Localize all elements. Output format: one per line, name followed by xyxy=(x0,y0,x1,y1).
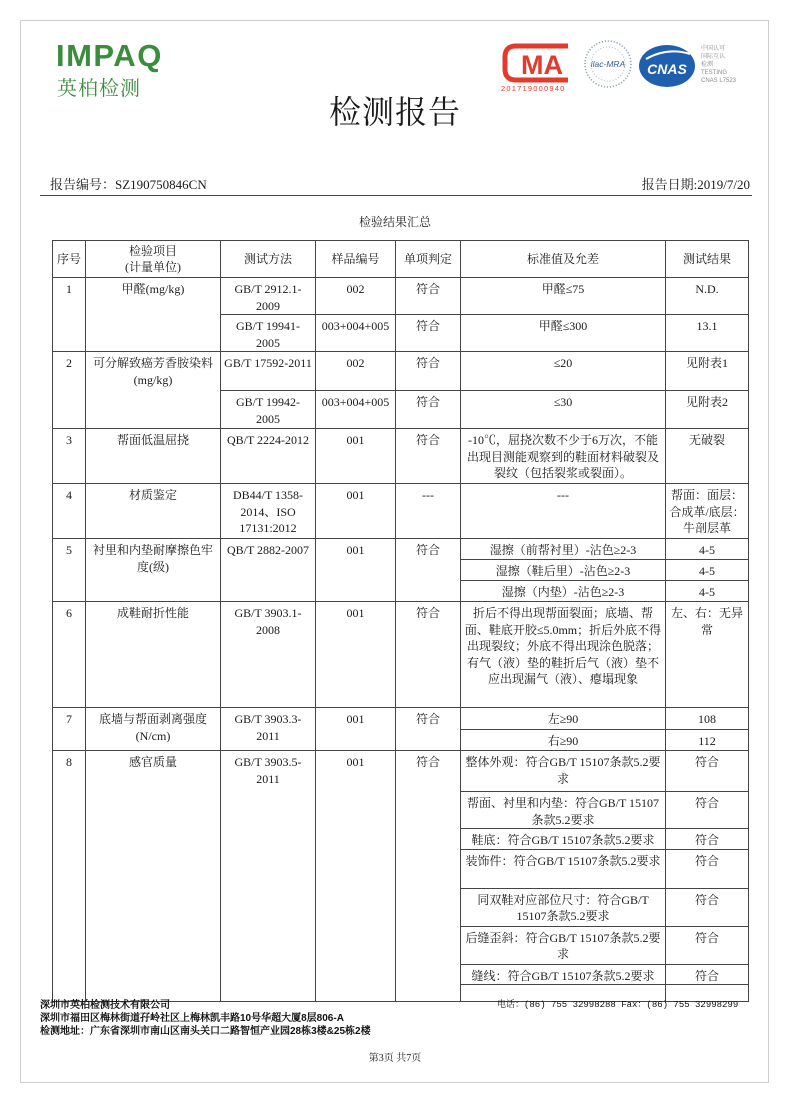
table-row xyxy=(53,352,749,391)
cell-standard: 右≥90 xyxy=(461,730,666,751)
cell-method: GB/T 17592-2011 xyxy=(221,352,316,391)
cell-standard: 左≥90 xyxy=(461,708,666,730)
cell-standard: 装饰件：符合GB/T 15107条款5.2要求 xyxy=(461,849,666,888)
cnas-caption xyxy=(701,45,749,85)
cnas-logo xyxy=(637,43,697,89)
cell-method: QB/T 2224-2012 xyxy=(221,429,316,484)
results-summary-table xyxy=(52,240,749,1002)
cell-verdict: 符合 xyxy=(396,708,461,751)
cell-sample: 001 xyxy=(316,602,396,708)
cell-standard: ≤20 xyxy=(461,352,666,391)
cell-result: 左、右：无异常 xyxy=(666,602,749,708)
cell-item: 底墙与帮面剥离强度(N/cm) xyxy=(86,708,221,751)
cell-standard: 后缝歪斜：符合GB/T 15107条款5.2要求 xyxy=(461,926,666,964)
cell-sample: 003+004+005 xyxy=(316,391,396,429)
table-row xyxy=(53,539,749,560)
cell-verdict: 符合 xyxy=(396,278,461,315)
table-header-row xyxy=(53,241,749,278)
cell-result: 13.1 xyxy=(666,315,749,352)
cell-verdict: 符合 xyxy=(396,602,461,708)
page-title: 检测报告 xyxy=(328,94,461,130)
cell-standard: 湿擦（鞋后里）-沾色≥2-3 xyxy=(461,560,666,581)
cell-verdict: --- xyxy=(396,484,461,539)
cell-no: 6 xyxy=(53,602,86,708)
cell-item: 成鞋耐折性能 xyxy=(86,602,221,708)
cell-sample: 003+004+005 xyxy=(316,315,396,352)
table-row xyxy=(53,429,749,484)
cell-standard: 缝线：符合GB/T 15107条款5.2要求 xyxy=(461,964,666,985)
cell-no: 5 xyxy=(53,539,86,602)
cell-no: 8 xyxy=(53,751,86,1002)
cell-standard: 帮面、衬里和内垫：符合GB/T 15107条款5.2要求 xyxy=(461,792,666,829)
cell-sample: 001 xyxy=(316,429,396,484)
cell-method: GB/T 2912.1-2009 xyxy=(221,278,316,315)
report-number-label: 报告编号： xyxy=(50,177,116,192)
cell-no: 4 xyxy=(53,484,86,539)
cell-standard: 折后不得出现帮面裂面；底墙、帮面、鞋底开胶≤5.0mm；折后外底不得出现裂纹；外底不得出现涂色脱落；有气（液）垫的鞋折后气（液）垫不应出现漏气（液）、瘪塌现象 xyxy=(461,602,666,708)
cell-verdict: 符合 xyxy=(396,539,461,602)
cell-item: 帮面低温屈挠 xyxy=(86,429,221,484)
cnas-caption-line: TESTING xyxy=(701,70,728,76)
cnas-caption-line: 国际互认 xyxy=(701,54,726,60)
cell-result: 帮面：面层：合成革/底层：牛剖层革 xyxy=(666,484,749,539)
company-logo-subtext: 英柏检测 xyxy=(57,78,141,100)
cma-logo xyxy=(500,41,572,85)
cell-sample: 002 xyxy=(316,352,396,391)
cell-method: GB/T 3903.3-2011 xyxy=(221,708,316,751)
report-date xyxy=(642,177,750,193)
header-standard: 标准值及允差 xyxy=(461,241,666,278)
header-verdict: 单项判定 xyxy=(396,241,461,278)
cell-result: 4-5 xyxy=(666,581,749,602)
cell-no: 2 xyxy=(53,352,86,429)
table-row xyxy=(53,708,749,730)
cnas-caption-line: CNAS L7523 xyxy=(701,78,737,84)
cell-method: GB/T 19941-2005 xyxy=(221,315,316,352)
company-logo-text: IMPAQ xyxy=(56,38,163,73)
cell-result: 112 xyxy=(666,730,749,751)
cell-result: N.D. xyxy=(666,278,749,315)
cell-standard: 湿擦（前帮衬里）-沾色≥2-3 xyxy=(461,539,666,560)
header-item xyxy=(86,241,221,278)
cell-result: 符合 xyxy=(666,926,749,964)
cell-item: 可分解致癌芳香胺染料(mg/kg) xyxy=(86,352,221,429)
cell-standard: -10℃，屈挠次数不少于6万次，不能出现目测能观察到的鞋面材料破裂及裂纹（包括裂浆或裂面）。 xyxy=(461,429,666,484)
cell-result: 无破裂 xyxy=(666,429,749,484)
cell-result: 见附表1 xyxy=(666,352,749,391)
cell-item: 衬里和内垫耐摩擦色牢度(级) xyxy=(86,539,221,602)
cell-item: 材质鉴定 xyxy=(86,484,221,539)
cell-method: DB44/T 1358-2014、ISO 17131:2012 xyxy=(221,484,316,539)
cell-sample: 001 xyxy=(316,708,396,751)
header-item-line1: 检验项目 xyxy=(128,243,177,258)
cell-sample: 001 xyxy=(316,484,396,539)
cell-standard: --- xyxy=(461,484,666,539)
report-date-value: 2019/7/20 xyxy=(697,177,750,192)
cell-item: 甲醛(mg/kg) xyxy=(86,278,221,352)
cell-standard: 同双鞋对应部位尺寸：符合GB/T 15107条款5.2要求 xyxy=(461,888,666,926)
cell-standard: ≤30 xyxy=(461,391,666,429)
cell-sample: 002 xyxy=(316,278,396,315)
cell-result: 符合 xyxy=(666,792,749,829)
table-row xyxy=(53,602,749,708)
cell-standard: 鞋底：符合GB/T 15107条款5.2要求 xyxy=(461,829,666,850)
cell-no: 1 xyxy=(53,278,86,352)
cnas-caption-line: 中国认可 xyxy=(701,46,726,52)
cell-sample: 001 xyxy=(316,751,396,1002)
footer-contact: 电话：(86) 755 32998288 Fax：(86) 755 32998299 xyxy=(497,1000,739,1010)
cell-method: GB/T 3903.1-2008 xyxy=(221,602,316,708)
table-row xyxy=(53,484,749,539)
header-item-line2: (计量单位) xyxy=(125,260,181,274)
cell-result: 4-5 xyxy=(666,539,749,560)
cell-standard: 甲醛≤300 xyxy=(461,315,666,352)
report-number-value: SZ190750846CN xyxy=(115,177,207,192)
cell-result: 符合 xyxy=(666,751,749,792)
cell-verdict: 符合 xyxy=(396,429,461,484)
cell-standard: 整体外观：符合GB/T 15107条款5.2要求 xyxy=(461,751,666,792)
header-sample: 样品编号 xyxy=(316,241,396,278)
cell-verdict: 符合 xyxy=(396,315,461,352)
header-method: 测试方法 xyxy=(221,241,316,278)
page-number: 第3页 共7页 xyxy=(368,1053,422,1064)
ilac-mra-logo xyxy=(583,39,633,89)
header-result: 测试结果 xyxy=(666,241,749,278)
cell-verdict: 符合 xyxy=(396,352,461,391)
cell-result: 符合 xyxy=(666,964,749,985)
ilac-mra-text: ilac-MRA xyxy=(590,59,626,69)
cell-method: GB/T 19942-2005 xyxy=(221,391,316,429)
cell-result: 108 xyxy=(666,708,749,730)
header-no: 序号 xyxy=(53,241,86,278)
table-row xyxy=(53,751,749,792)
cell-method: QB/T 2882-2007 xyxy=(221,539,316,602)
cell-method: GB/T 3903.5-2011 xyxy=(221,751,316,1002)
cma-number: 201719000940 xyxy=(501,84,566,93)
cell-item: 感官质量 xyxy=(86,751,221,1002)
cell-result: 符合 xyxy=(666,849,749,888)
cell-verdict: 符合 xyxy=(396,391,461,429)
footer-company: 深圳市英柏检测技术有限公司 xyxy=(40,1000,170,1011)
summary-title: 检验结果汇总 xyxy=(358,215,431,229)
cell-result: 符合 xyxy=(666,888,749,926)
cell-standard: 湿擦（内垫）-沾色≥2-3 xyxy=(461,581,666,602)
header-divider xyxy=(40,195,752,196)
table-row xyxy=(53,278,749,315)
cell-verdict: 符合 xyxy=(396,751,461,1002)
cell-sample: 001 xyxy=(316,539,396,602)
cell-no: 7 xyxy=(53,708,86,751)
cma-mark-text: MA xyxy=(521,50,563,80)
footer-lab-address: 检测地址：广东省深圳市南山区南头关口二路智恒产业园28栋3楼&25栋2楼 xyxy=(40,1026,371,1037)
cell-result: 4-5 xyxy=(666,560,749,581)
cell-no: 3 xyxy=(53,429,86,484)
cell-standard: 甲醛≤75 xyxy=(461,278,666,315)
report-date-label: 报告日期: xyxy=(641,177,698,192)
report-number xyxy=(50,177,207,193)
footer-address: 深圳市福田区梅林街道孖岭社区上梅林凯丰路10号华超大厦8层806-A xyxy=(40,1013,344,1024)
cell-result: 符合 xyxy=(666,829,749,850)
cnas-text: CNAS xyxy=(647,61,687,77)
cnas-caption-line: 检测 xyxy=(701,62,714,68)
cell-result: 见附表2 xyxy=(666,391,749,429)
